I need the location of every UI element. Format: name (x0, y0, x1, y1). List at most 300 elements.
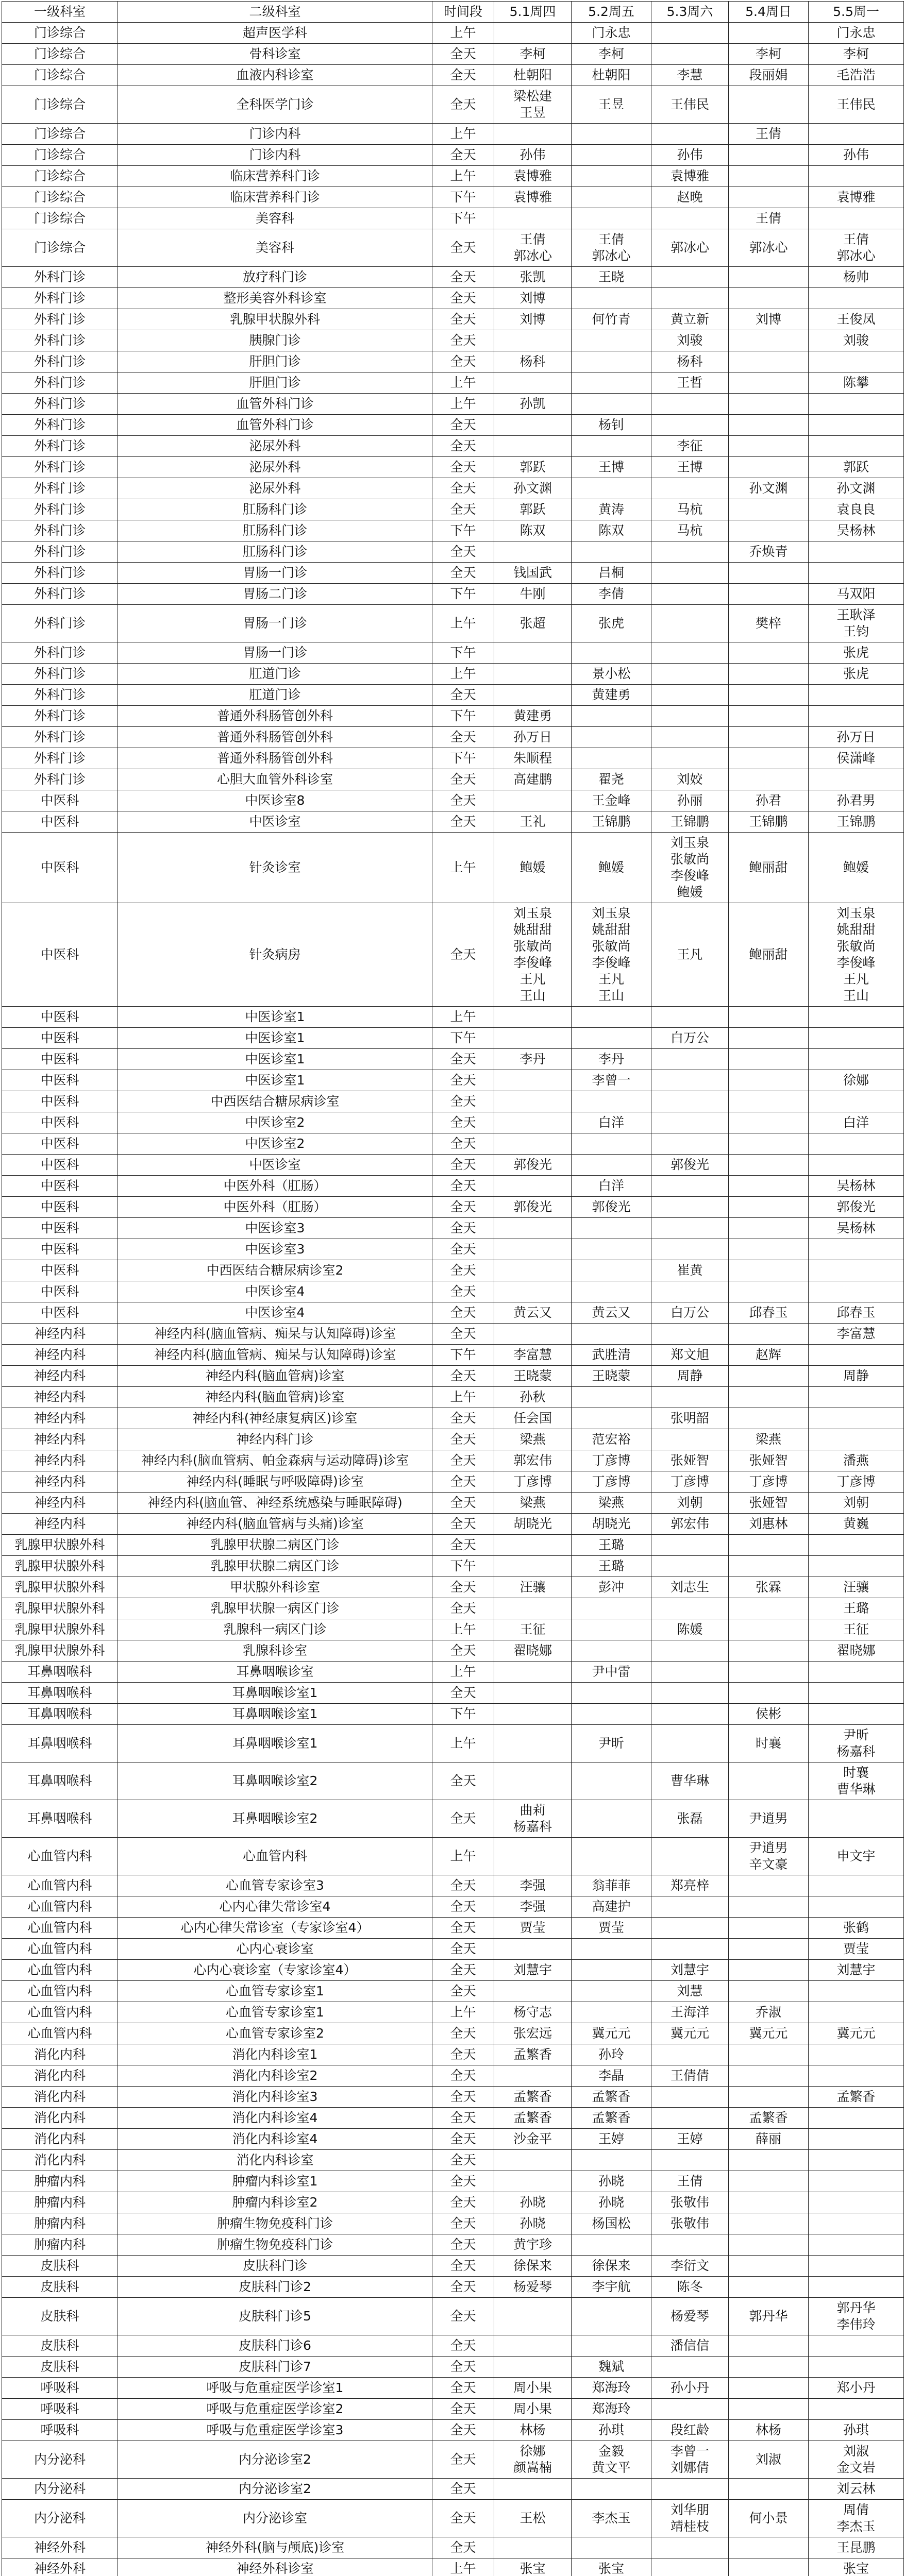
cell-day2: 彭冲 (572, 1577, 651, 1598)
cell-day5 (809, 2335, 904, 2357)
cell-period: 全天 (432, 790, 494, 811)
table-row (2, 2256, 904, 2277)
cell-day5: 刘慧宇 (809, 1960, 904, 1981)
cell-period: 全天 (432, 1683, 494, 1704)
cell-day5: 张宝 (809, 2558, 904, 2576)
cell-day1: 郭跃 (494, 499, 572, 520)
cell-day2 (572, 145, 651, 166)
cell-day5 (809, 1133, 904, 1155)
cell-period: 全天 (432, 1450, 494, 1471)
cell-period: 全天 (432, 1260, 494, 1281)
cell-subdept: 全科医学门诊 (118, 86, 432, 124)
cell-period: 全天 (432, 769, 494, 790)
cell-period: 全天 (432, 1493, 494, 1514)
cell-day4 (729, 1197, 809, 1218)
cell-subdept: 皮肤科门诊7 (118, 2357, 432, 2378)
cell-dept: 外科门诊 (2, 288, 118, 309)
cell-day5: 王锦鹏 (809, 811, 904, 833)
cell-day1: 曲莉 杨嘉科 (494, 1800, 572, 1838)
cell-day2 (572, 1408, 651, 1429)
cell-day3 (651, 748, 729, 769)
cell-day1: 王征 (494, 1619, 572, 1640)
cell-day3 (651, 1640, 729, 1662)
cell-day4 (729, 1007, 809, 1028)
cell-day5 (809, 124, 904, 145)
cell-period: 上午 (432, 1725, 494, 1762)
cell-day4 (729, 1070, 809, 1091)
cell-day2: 白洋 (572, 1176, 651, 1197)
cell-subdept: 心血管专家诊室3 (118, 1875, 432, 1896)
cell-day1 (494, 790, 572, 811)
cell-subdept: 耳鼻咽喉诊室2 (118, 1800, 432, 1838)
cell-subdept: 皮肤科门诊 (118, 2256, 432, 2277)
table-row (2, 584, 904, 605)
table-row (2, 124, 904, 145)
cell-period: 全天 (432, 2044, 494, 2065)
cell-day2 (572, 1218, 651, 1239)
cell-day4 (729, 2171, 809, 2192)
cell-day3: 王婷 (651, 2129, 729, 2150)
cell-period: 全天 (432, 457, 494, 478)
cell-day2: 尹中雷 (572, 1662, 651, 1683)
cell-day3: 张明韶 (651, 1408, 729, 1429)
cell-day2 (572, 478, 651, 499)
table-row (2, 2479, 904, 2500)
cell-day5: 尹昕 杨嘉科 (809, 1725, 904, 1762)
cell-dept: 中医科 (2, 833, 118, 903)
cell-day1: 黄宇珍 (494, 2234, 572, 2256)
cell-day1: 林杨 (494, 2420, 572, 2441)
cell-day2: 王璐 (572, 1556, 651, 1577)
cell-day1 (494, 124, 572, 145)
cell-subdept: 呼吸与危重症医学诊室2 (118, 2399, 432, 2420)
cell-day3 (651, 2558, 729, 2576)
cell-day4 (729, 2399, 809, 2420)
cell-subdept: 肿瘤生物免疫科门诊 (118, 2234, 432, 2256)
cell-day1 (494, 1683, 572, 1704)
cell-day1: 郭宏伟 (494, 1450, 572, 1471)
cell-subdept: 中医诊室4 (118, 1281, 432, 1302)
cell-day3: 刘姣 (651, 769, 729, 790)
cell-period: 全天 (432, 1577, 494, 1598)
cell-day1 (494, 1260, 572, 1281)
cell-day3: 李慧 (651, 65, 729, 86)
cell-day1: 黄建勇 (494, 706, 572, 727)
table-row (2, 1662, 904, 1683)
cell-subdept: 肝胆门诊 (118, 351, 432, 372)
cell-dept: 神经外科 (2, 2558, 118, 2576)
cell-period: 下午 (432, 520, 494, 541)
cell-subdept: 胰腺门诊 (118, 330, 432, 351)
cell-day5: 刘淑 金文岩 (809, 2441, 904, 2479)
table-row (2, 2558, 904, 2576)
cell-day2 (572, 1598, 651, 1619)
cell-day1: 汪骧 (494, 1577, 572, 1598)
cell-subdept: 普通外科肠管创外科 (118, 748, 432, 769)
cell-day1: 王礼 (494, 811, 572, 833)
cell-subdept: 中医诊室1 (118, 1028, 432, 1049)
cell-period: 全天 (432, 1471, 494, 1493)
cell-day3 (651, 1176, 729, 1197)
header-subdept: 二级科室 (118, 2, 432, 23)
cell-day2 (572, 1640, 651, 1662)
cell-day1 (494, 2065, 572, 2087)
cell-day3 (651, 415, 729, 436)
cell-period: 全天 (432, 2441, 494, 2479)
cell-day3: 杨爱琴 (651, 2298, 729, 2335)
cell-day2: 王锦鹏 (572, 811, 651, 833)
table-row (2, 394, 904, 415)
cell-day3 (651, 1918, 729, 1939)
cell-day5 (809, 769, 904, 790)
cell-day5: 王征 (809, 1619, 904, 1640)
cell-day3: 丁彦博 (651, 1471, 729, 1493)
cell-period: 全天 (432, 1112, 494, 1133)
cell-subdept: 乳腺科一病区门诊 (118, 1619, 432, 1640)
cell-day3: 刘朝 (651, 1493, 729, 1514)
cell-day2: 李晶 (572, 2065, 651, 2087)
cell-day3 (651, 1281, 729, 1302)
cell-subdept: 心胆大血管外科诊室 (118, 769, 432, 790)
cell-subdept: 消化内科诊室1 (118, 2044, 432, 2065)
cell-day5: 陈攀 (809, 372, 904, 394)
cell-period: 下午 (432, 1704, 494, 1725)
cell-day1: 杜朝阳 (494, 65, 572, 86)
cell-day2: 翁菲菲 (572, 1875, 651, 1896)
cell-dept: 外科门诊 (2, 685, 118, 706)
header-day4: 5.4周日 (729, 2, 809, 23)
table-row (2, 605, 904, 642)
cell-dept: 中医科 (2, 811, 118, 833)
cell-dept: 门诊综合 (2, 23, 118, 44)
cell-day4: 孙文渊 (729, 478, 809, 499)
cell-subdept: 中医诊室8 (118, 790, 432, 811)
cell-dept: 外科门诊 (2, 372, 118, 394)
cell-dept: 外科门诊 (2, 642, 118, 664)
cell-dept: 中医科 (2, 1176, 118, 1197)
cell-day4 (729, 1408, 809, 1429)
cell-subdept: 普通外科肠管创外科 (118, 727, 432, 748)
cell-day3 (651, 1939, 729, 1960)
cell-dept: 门诊综合 (2, 86, 118, 124)
cell-period: 全天 (432, 1429, 494, 1450)
cell-dept: 心血管内科 (2, 1981, 118, 2002)
cell-period: 全天 (432, 1640, 494, 1662)
cell-day5: 毛浩浩 (809, 65, 904, 86)
cell-day5: 周倩 李杰玉 (809, 2500, 904, 2537)
cell-subdept: 耳鼻咽喉诊室1 (118, 1683, 432, 1704)
cell-day2: 王婷 (572, 2129, 651, 2150)
cell-day4 (729, 1556, 809, 1577)
cell-dept: 心血管内科 (2, 1939, 118, 1960)
cell-period: 全天 (432, 2129, 494, 2150)
cell-period: 全天 (432, 1960, 494, 1981)
cell-day5 (809, 2044, 904, 2065)
table-row (2, 351, 904, 372)
cell-day4 (729, 372, 809, 394)
cell-dept: 中医科 (2, 903, 118, 1007)
cell-day2 (572, 706, 651, 727)
cell-day1: 鲍媛 (494, 833, 572, 903)
cell-subdept: 肿瘤内科诊室2 (118, 2192, 432, 2213)
table-row (2, 1239, 904, 1260)
table-row (2, 2150, 904, 2171)
cell-dept: 外科门诊 (2, 584, 118, 605)
cell-day2 (572, 330, 651, 351)
cell-day3: 崔黄 (651, 1260, 729, 1281)
cell-day3 (651, 1091, 729, 1112)
cell-day2: 武胜清 (572, 1345, 651, 1366)
table-row (2, 2277, 904, 2298)
cell-day4 (729, 1091, 809, 1112)
cell-day5: 郭丹华 李伟玲 (809, 2298, 904, 2335)
cell-day2: 杨国松 (572, 2213, 651, 2234)
cell-day2: 黄云又 (572, 1302, 651, 1324)
table-row (2, 145, 904, 166)
cell-day5: 贾莹 (809, 1939, 904, 1960)
cell-day4 (729, 330, 809, 351)
cell-day2: 刘玉泉 姚甜甜 张敏尚 李俊峰 王凡 王山 (572, 903, 651, 1007)
cell-day3 (651, 1704, 729, 1725)
cell-period: 上午 (432, 124, 494, 145)
cell-subdept: 肿瘤生物免疫科门诊 (118, 2213, 432, 2234)
cell-dept: 外科门诊 (2, 415, 118, 436)
cell-period: 下午 (432, 1345, 494, 1366)
cell-day5 (809, 1704, 904, 1725)
cell-period: 全天 (432, 1800, 494, 1838)
cell-day5 (809, 1556, 904, 1577)
table-row (2, 2065, 904, 2087)
cell-day5: 王璐 (809, 1598, 904, 1619)
cell-day2: 杨钊 (572, 415, 651, 436)
cell-day4 (729, 1535, 809, 1556)
cell-day2 (572, 372, 651, 394)
table-row (2, 2500, 904, 2537)
cell-subdept: 胃肠二门诊 (118, 584, 432, 605)
cell-subdept: 肛肠科门诊 (118, 541, 432, 563)
cell-subdept: 中医诊室2 (118, 1133, 432, 1155)
cell-day2: 孟繁香 (572, 2087, 651, 2108)
cell-day2 (572, 748, 651, 769)
cell-day2: 王晓 (572, 267, 651, 288)
cell-period: 全天 (432, 2420, 494, 2441)
table-row (2, 1049, 904, 1070)
cell-subdept: 中西医结合糖尿病诊室 (118, 1091, 432, 1112)
cell-period: 全天 (432, 478, 494, 499)
cell-day2: 梁燕 (572, 1493, 651, 1514)
cell-day1: 李柯 (494, 44, 572, 65)
cell-subdept: 中西医结合糖尿病诊室2 (118, 1260, 432, 1281)
cell-day4 (729, 2150, 809, 2171)
cell-day2: 王昱 (572, 86, 651, 124)
cell-day3: 冀元元 (651, 2023, 729, 2044)
cell-subdept: 放疗科门诊 (118, 267, 432, 288)
table-row (2, 499, 904, 520)
cell-day2: 王倩 郭冰心 (572, 229, 651, 267)
table-row (2, 1112, 904, 1133)
table-row (2, 685, 904, 706)
table-row (2, 1556, 904, 1577)
cell-day2 (572, 288, 651, 309)
cell-day3 (651, 1324, 729, 1345)
cell-dept: 乳腺甲状腺外科 (2, 1577, 118, 1598)
cell-subdept: 胃肠一门诊 (118, 642, 432, 664)
cell-day1: 任会国 (494, 1408, 572, 1429)
cell-subdept: 呼吸与危重症医学诊室1 (118, 2378, 432, 2399)
cell-day3 (651, 541, 729, 563)
cell-day2 (572, 2335, 651, 2357)
cell-day5 (809, 2256, 904, 2277)
cell-dept: 外科门诊 (2, 706, 118, 727)
cell-day4: 梁燕 (729, 1429, 809, 1450)
cell-period: 上午 (432, 2002, 494, 2023)
cell-day4 (729, 1598, 809, 1619)
cell-dept: 外科门诊 (2, 351, 118, 372)
cell-day1: 钱国武 (494, 563, 572, 584)
cell-subdept: 肛道门诊 (118, 664, 432, 685)
cell-day4: 王倩 (729, 124, 809, 145)
cell-day4 (729, 2044, 809, 2065)
table-row (2, 1725, 904, 1762)
header-day3: 5.3周六 (651, 2, 729, 23)
table-row (2, 727, 904, 748)
cell-day4: 乔淑 (729, 2002, 809, 2023)
cell-day3 (651, 642, 729, 664)
cell-day2: 王博 (572, 457, 651, 478)
cell-period: 上午 (432, 1838, 494, 1875)
cell-day5: 张虎 (809, 664, 904, 685)
cell-day2 (572, 1007, 651, 1028)
cell-day4: 樊梓 (729, 605, 809, 642)
cell-day4 (729, 2378, 809, 2399)
table-body (2, 23, 904, 2576)
cell-day1 (494, 1725, 572, 1762)
cell-day1: 孙晓 (494, 2213, 572, 2234)
cell-subdept: 骨科诊室 (118, 44, 432, 65)
cell-day2 (572, 1960, 651, 1981)
cell-dept: 门诊综合 (2, 187, 118, 208)
cell-subdept: 呼吸与危重症医学诊室3 (118, 2420, 432, 2441)
cell-day2: 何竹青 (572, 309, 651, 330)
cell-subdept: 心内心衰诊室 (118, 1939, 432, 1960)
cell-day1: 杨科 (494, 351, 572, 372)
cell-day3 (651, 267, 729, 288)
cell-period: 全天 (432, 2537, 494, 2558)
cell-day1 (494, 1762, 572, 1800)
cell-day1 (494, 2171, 572, 2192)
table-row (2, 309, 904, 330)
cell-subdept: 神经内科(睡眠与呼吸障碍)诊室 (118, 1471, 432, 1493)
cell-dept: 外科门诊 (2, 457, 118, 478)
cell-dept: 中医科 (2, 1028, 118, 1049)
cell-subdept: 神经内科(脑血管、神经系统感染与睡眠障碍) (118, 1493, 432, 1514)
cell-day1: 梁燕 (494, 1493, 572, 1514)
cell-day2: 李宇航 (572, 2277, 651, 2298)
cell-day2 (572, 1619, 651, 1640)
cell-day3 (651, 1598, 729, 1619)
table-row (2, 166, 904, 187)
cell-day3: 王凡 (651, 903, 729, 1007)
cell-day1: 张宝 (494, 2558, 572, 2576)
table-row (2, 1896, 904, 1918)
cell-day5: 侯潇峰 (809, 748, 904, 769)
cell-dept: 外科门诊 (2, 727, 118, 748)
table-row (2, 2108, 904, 2129)
cell-day1: 高建鹏 (494, 769, 572, 790)
table-row (2, 478, 904, 499)
cell-day3 (651, 2044, 729, 2065)
cell-day5 (809, 1387, 904, 1408)
cell-day1: 孟繁香 (494, 2108, 572, 2129)
cell-day5: 郑小丹 (809, 2378, 904, 2399)
header-period: 时间段 (432, 2, 494, 23)
cell-day4 (729, 2213, 809, 2234)
cell-subdept: 肛肠科门诊 (118, 499, 432, 520)
cell-dept: 中医科 (2, 1155, 118, 1176)
cell-subdept: 针灸诊室 (118, 833, 432, 903)
table-row (2, 903, 904, 1007)
cell-day3: 白万公 (651, 1302, 729, 1324)
table-row (2, 1450, 904, 1471)
cell-day2: 冀元元 (572, 2023, 651, 2044)
cell-subdept: 消化内科诊室3 (118, 2087, 432, 2108)
cell-day4 (729, 1662, 809, 1683)
cell-day2 (572, 124, 651, 145)
cell-period: 上午 (432, 833, 494, 903)
cell-dept: 神经内科 (2, 1324, 118, 1345)
cell-dept: 心血管内科 (2, 1875, 118, 1896)
cell-day2 (572, 1260, 651, 1281)
cell-day1 (494, 1939, 572, 1960)
cell-period: 下午 (432, 748, 494, 769)
cell-day2 (572, 1239, 651, 1260)
cell-period: 全天 (432, 2065, 494, 2087)
cell-day2: 吕桐 (572, 563, 651, 584)
cell-day4 (729, 2192, 809, 2213)
cell-day3 (651, 1049, 729, 1070)
cell-subdept: 中医外科（肛肠） (118, 1197, 432, 1218)
cell-day3: 黄立新 (651, 309, 729, 330)
cell-day5: 王耿泽 王钧 (809, 605, 904, 642)
cell-day1: 陈双 (494, 520, 572, 541)
cell-day3 (651, 2087, 729, 2108)
cell-day4 (729, 706, 809, 727)
cell-day5 (809, 2277, 904, 2298)
cell-dept: 门诊综合 (2, 44, 118, 65)
cell-subdept: 皮肤科门诊2 (118, 2277, 432, 2298)
cell-day5 (809, 1429, 904, 1450)
cell-day3: 刘慧 (651, 1981, 729, 2002)
cell-dept: 外科门诊 (2, 769, 118, 790)
table-row (2, 1838, 904, 1875)
cell-day2 (572, 2537, 651, 2558)
cell-day2: 魏斌 (572, 2357, 651, 2378)
cell-day5: 吴杨林 (809, 1218, 904, 1239)
cell-day1 (494, 1281, 572, 1302)
cell-day5 (809, 541, 904, 563)
cell-day3: 刘玉泉 张敏尚 李俊峰 鲍媛 (651, 833, 729, 903)
table-row (2, 1683, 904, 1704)
cell-dept: 中医科 (2, 1007, 118, 1028)
cell-day5: 孙万日 (809, 727, 904, 748)
cell-day5: 袁博雅 (809, 187, 904, 208)
cell-subdept: 耳鼻咽喉诊室 (118, 1662, 432, 1683)
cell-dept: 肿瘤内科 (2, 2234, 118, 2256)
cell-day4: 郭丹华 (729, 2298, 809, 2335)
cell-day4: 郭冰心 (729, 229, 809, 267)
cell-day5: 王倩 郭冰心 (809, 229, 904, 267)
cell-subdept: 皮肤科门诊6 (118, 2335, 432, 2357)
